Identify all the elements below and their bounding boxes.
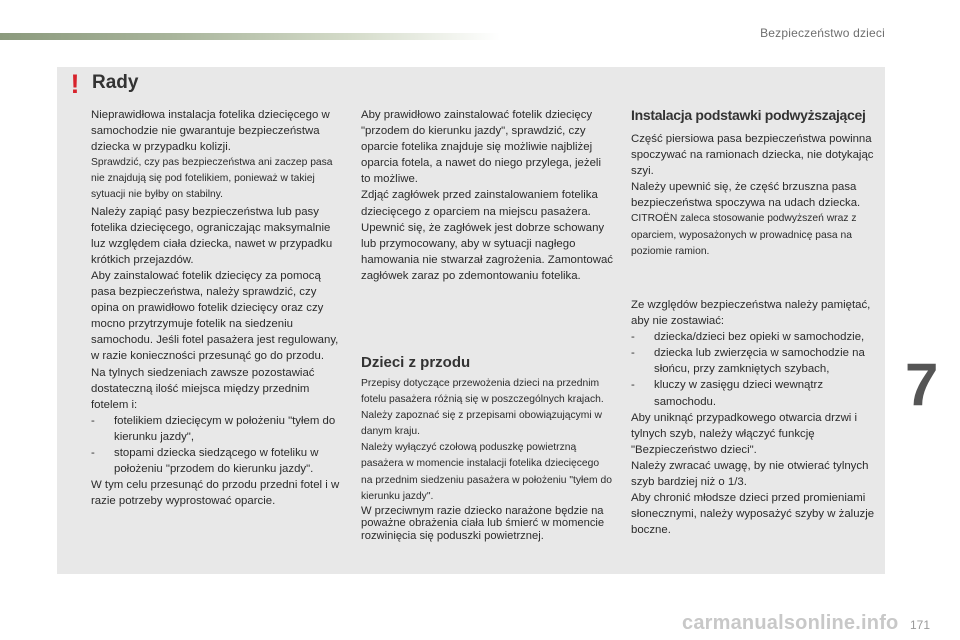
- dash-item-text: dziecka/dzieci bez opieki w samochodzie,: [654, 331, 865, 344]
- column-3-top: [631, 131, 883, 260]
- dash-bullet: -: [91, 414, 95, 427]
- paragraph: Zdjąć zagłówek przed zainstalowaniem fotelika dziecięcego z oparciem na miejscu pasażera.: [361, 189, 598, 218]
- warning-exclamation-icon: !: [70, 69, 80, 99]
- watermark-text: carmanualsonline.info: [682, 612, 899, 634]
- paragraph: Część piersiowa pasa bezpieczeństwa powinna spoczywać na ramionach dziecka, nie dotykając szyi.: [631, 133, 874, 178]
- paragraph: CITROËN zaleca stosowanie podwyższeń wraz z oparciem, wyposażonych w prowadnicę pasa na poziomie ramion.: [631, 213, 857, 257]
- paragraph: Aby chronić młodsze dzieci przed promieniami słonecznymi, należy wyposażyć szyby w żaluzje boczne.: [631, 492, 875, 537]
- page-number: 171: [909, 618, 930, 632]
- dash-bullet: -: [91, 446, 95, 459]
- dzieci-z-przodu-heading: Dzieci z przodu: [361, 354, 471, 371]
- section-header: Bezpieczeństwo dzieci: [760, 26, 885, 40]
- paragraph: Upewnić się, że zagłówek jest dobrze schowany lub przymocowany, aby w sytuacji nagłego hamowania nie stwarzał zagrożenia. Zamontować zagłówek zaraz po zdemontowaniu fotelika.: [361, 221, 613, 282]
- dash-list-item: [91, 413, 343, 445]
- paragraph: Sprawdzić, czy pas bezpieczeństwa ani zaczep pasa nie znajdują się pod fotelikiem, ponieważ w takiej sytuacji nie byłby on stabilny.: [91, 157, 333, 201]
- dash-bullet: -: [631, 331, 635, 344]
- dash-list-item: [91, 445, 343, 477]
- paragraph: Ze względów bezpieczeństwa należy pamiętać, aby nie zostawiać:: [631, 299, 871, 328]
- page-title: Rady: [92, 72, 139, 93]
- paragraph: Aby uniknąć przypadkowego otwarcia drzwi i tylnych szyb, należy włączyć funkcję "Bezpieczeństwo dzieci".: [631, 411, 858, 456]
- dash-list-item: [631, 377, 883, 409]
- dash-item-text: fotelikiem dziecięcym w położeniu "tyłem do kierunku jazdy",: [114, 414, 336, 443]
- dash-list-item: [631, 329, 883, 345]
- dash-item-text: kluczy w zasięgu dzieci wewnątrz samochodu.: [654, 379, 824, 408]
- paragraph: Należy zapiąć pasy bezpieczeństwa lub pasy fotelika dziecięcego, ograniczając maksymalnie luz względem ciała dziecka, nawet w przypadku krótkich przejazdów.: [91, 205, 333, 266]
- paragraph: W tym celu przesunąć do przodu przedni fotel i w razie potrzeby wyprostować oparcie.: [91, 479, 340, 508]
- column-3-bottom: [631, 297, 883, 538]
- dash-item-text: stopami dziecka siedzącego w foteliku w położeniu "przodem do kierunku jazdy".: [114, 446, 319, 476]
- header-decor-bar: [0, 33, 500, 40]
- paragraph: Należy wyłączyć czołową poduszkę powietrzną pasażera w momencie instalacji fotelika dziecięcego na przednim siedzeniu pasażera w położeniu "tyłem do kierunku jazdy".: [361, 442, 612, 502]
- dash-bullet: -: [631, 379, 635, 392]
- column-2-bottom: [361, 376, 613, 543]
- dash-bullet: -: [631, 347, 635, 360]
- column-1: [91, 107, 343, 509]
- paragraph: Należy upewnić się, że część brzuszna pasa bezpieczeństwa spoczywa na udach dziecka.: [631, 181, 861, 210]
- paragraph: Aby zainstalować fotelik dziecięcy za pomocą pasa bezpieczeństwa, należy sprawdzić, czy opina on prawidłowo fotelik dziecięcy oraz czy mocno przytrzymuje fotelik na siedzeniu samochodu. Jeśli fotel pasażera jest regulowany, w razie konieczności przesunąć go do przodu.: [91, 269, 339, 363]
- dash-list-item: [631, 345, 883, 377]
- paragraph: Aby prawidłowo zainstalować fotelik dziecięcy "przodem do kierunku jazdy", sprawdzić, czy oparcie fotelika znajduje się możliwie najbliżej oparcia fotela, a nawet do niego przylega, jeżeli to możliwe.: [361, 109, 601, 186]
- paragraph: W przeciwnym razie dziecko narażone będzie na poważne obrażenia ciała lub śmierć w momencie rozwinięcia się poduszki powietrznej.: [361, 504, 605, 542]
- dash-item-text: dziecka lub zwierzęcia w samochodzie na słońcu, przy zamkniętych szybach,: [654, 347, 865, 376]
- column-2-top: [361, 107, 613, 284]
- booster-heading: Instalacja podstawki podwyższającej: [631, 107, 866, 123]
- paragraph: Przepisy dotyczące przewożenia dzieci na przednim fotelu pasażera różnią się w poszczególnych krajach. Należy zapoznać się z przepisami obowiązującymi w danym kraju.: [361, 378, 604, 438]
- paragraph: Należy zwracać uwagę, by nie otwierać tylnych szyb bardziej niż o 1/3.: [631, 459, 869, 489]
- paragraph: Na tylnych siedzeniach zawsze pozostawiać dostateczną ilość miejsca między przednim fotelem i:: [91, 366, 315, 411]
- chapter-number: 7: [905, 351, 939, 418]
- paragraph: Nieprawidłowa instalacja fotelika dziecięcego w samochodzie nie gwarantuje bezpieczeństwa dziecka w przypadku kolizji.: [91, 109, 330, 154]
